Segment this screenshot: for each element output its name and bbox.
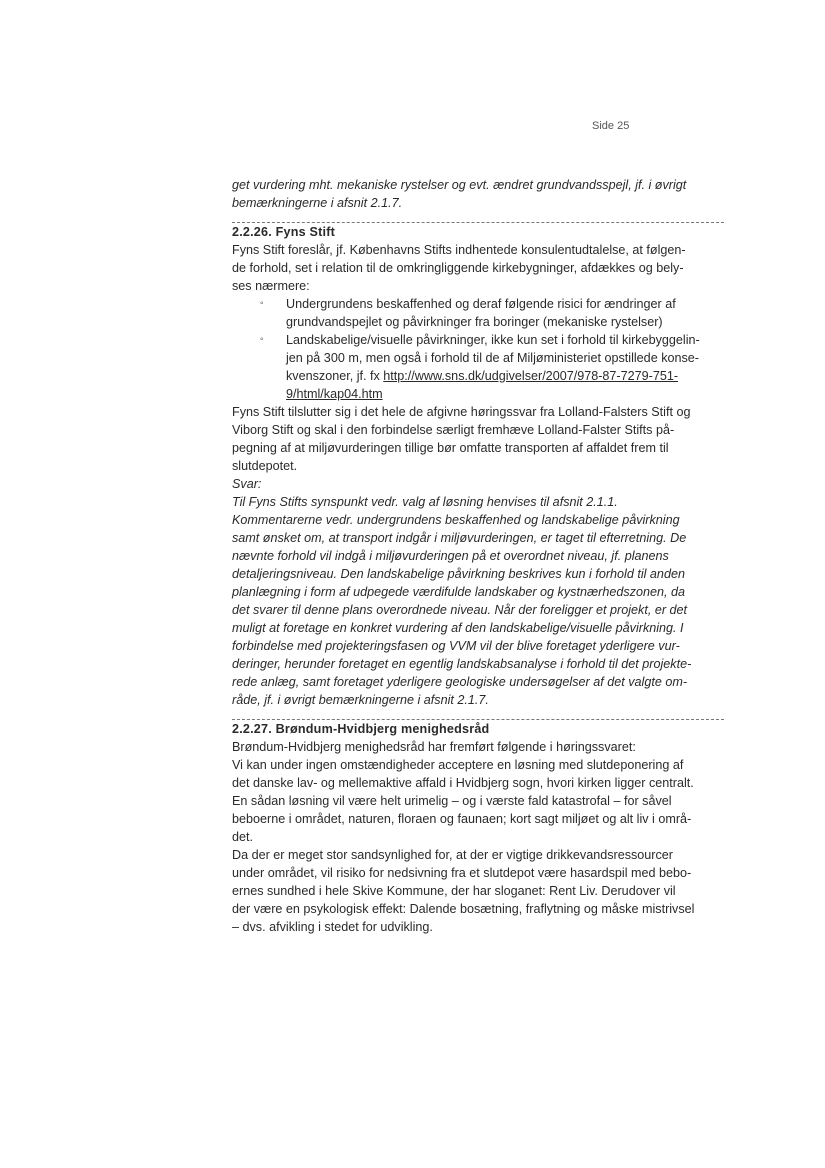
text-line: råde, jf. i øvrigt bemærkningerne i afsnit 2.1.7. bbox=[232, 693, 489, 707]
text-line: Viborg Stift og skal i den forbindelse særligt fremhæve Lolland-Falster Stifts på- bbox=[232, 423, 675, 437]
brondum-paragraph-2 bbox=[232, 792, 724, 846]
bullet-list bbox=[232, 295, 724, 403]
fyns-intro-paragraph bbox=[232, 241, 724, 295]
text-line: rede anlæg, samt foretaget yderligere geologiske undersøgelser af det valgte om- bbox=[232, 675, 688, 689]
text-line: deringer, herunder foretaget en egentlig landskabsanalyse i forhold til det projekte- bbox=[232, 657, 692, 671]
text-line: Til Fyns Stifts synspunkt vedr. valg af løsning henvises til afsnit 2.1.1. bbox=[232, 495, 618, 509]
bullet-icon: ◦ bbox=[260, 298, 264, 309]
sns-link[interactable]: http://www.sns.dk/udgivelser/2007/978-87-7279-751- bbox=[383, 369, 679, 383]
text-line: de forhold, set i relation til de omkringliggende kirkebygninger, afdækkes og bely- bbox=[232, 261, 684, 275]
text-line: det. bbox=[232, 830, 254, 844]
text-line: Undergrundens beskaffenhed og deraf følgende risici for ændringer af bbox=[286, 297, 676, 311]
text-line: – dvs. afvikling i stedet for udvikling. bbox=[232, 920, 433, 934]
comment-paragraph bbox=[232, 511, 724, 709]
text-line: samt ønsket om, at transport indgår i miljøvurderingen, er taget til efterretning. De bbox=[232, 531, 687, 545]
list-item bbox=[260, 331, 724, 403]
text-line: slutdepotet. bbox=[232, 459, 298, 473]
text-line: muligt at foretage en konkret vurdering af den landskabelige/visuelle påvirkning. I bbox=[232, 621, 684, 635]
text-line: det danske lav- og mellemaktive affald i Hvidbjerg sogn, hvori kirken ligger centralt. bbox=[232, 776, 694, 790]
text-line: Brøndum-Hvidbjerg menighedsråd har fremført følgende i høringssvaret: bbox=[232, 740, 636, 754]
text-line: nævnte forhold vil indgå i miljøvurderingen på et overordnet niveau, jf. planens bbox=[232, 549, 669, 563]
continuation-paragraph bbox=[232, 176, 724, 212]
fyns-support-paragraph bbox=[232, 403, 724, 475]
text-line: beboerne i området, naturen, floraen og faunaen; kort sagt miljøet og alt liv i områ- bbox=[232, 812, 692, 826]
section-heading-2-2-27: 2.2.27. Brøndum-Hvidbjerg menighedsråd bbox=[232, 722, 490, 736]
text-line: Fyns Stift foreslår, jf. Københavns Stifts indhentede konsulentudtalelse, at følgen- bbox=[232, 243, 686, 257]
text-line: det svarer til denne plans overordnede niveau. Når der foreligger et projekt, er det bbox=[232, 603, 688, 617]
text-line: bemærkningerne i afsnit 2.1.7. bbox=[232, 196, 403, 210]
text-line: pegning af at miljøvurderingen tillige bør omfatte transporten af affaldet frem til bbox=[232, 441, 669, 455]
text-line: under området, vil risiko for nedsivning fra et slutdepot være hasardspil med bebo- bbox=[232, 866, 692, 880]
text-line: planlægning i form af udpegede værdifulde landskaber og kystnærhedszonen, da bbox=[232, 585, 685, 599]
text-line: Da der er meget stor sandsynlighed for, at der er vigtige drikkevandsressourcer bbox=[232, 848, 673, 862]
page-number: Side 25 bbox=[592, 120, 630, 132]
text-line: ernes sundhed i hele Skive Kommune, der har sloganet: Rent Liv. Derudover vil bbox=[232, 884, 676, 898]
sns-link-continued[interactable]: 9/html/kap04.htm bbox=[286, 387, 383, 401]
text-line: Landskabelige/visuelle påvirkninger, ikke kun set i forhold til kirkebyggelin- bbox=[286, 333, 700, 347]
text-line: ses nærmere: bbox=[232, 279, 310, 293]
text-line: forbindelse med projekteringsfasen og VVM vil der blive foretaget yderligere vur- bbox=[232, 639, 680, 653]
text-line: En sådan løsning vil være helt urimelig – og i værste fald katastrofal – for såvel bbox=[232, 794, 672, 808]
text-line: grundvandspejlet og påvirkninger fra boringer (mekaniske rystelser) bbox=[286, 315, 663, 329]
svar-paragraph bbox=[232, 493, 724, 511]
text-line: Vi kan under ingen omstændigheder acceptere en løsning med slutdeponering af bbox=[232, 758, 684, 772]
list-item bbox=[260, 295, 724, 331]
text-line: jen på 300 m, men også i forhold til de af Miljøministeriet opstillede konse- bbox=[286, 351, 699, 365]
text-line: detaljeringsniveau. Den landskabelige påvirkning beskrives kun i forhold til anden bbox=[232, 567, 685, 581]
brondum-paragraph-3 bbox=[232, 846, 724, 936]
text-line: Kommentarerne vedr. undergrundens beskaffenhed og landskabelige påvirkning bbox=[232, 513, 680, 527]
text-line: Fyns Stift tilslutter sig i det hele de afgivne høringssvar fra Lolland-Falsters Stift og bbox=[232, 405, 691, 419]
section-heading-2-2-26: 2.2.26. Fyns Stift bbox=[232, 225, 335, 239]
brondum-intro-paragraph bbox=[232, 738, 724, 792]
text-line: get vurdering mht. mekaniske rystelser og evt. ændret grundvandsspejl, jf. i øvrigt bbox=[232, 178, 687, 192]
text-line: der være en psykologisk effekt: Dalende bosætning, fraflytning og måske mistrivsel bbox=[232, 902, 695, 916]
svar-label: Svar: bbox=[232, 477, 262, 491]
text-line: kvenszoner, jf. fx bbox=[286, 369, 384, 383]
bullet-icon: ◦ bbox=[260, 334, 264, 345]
document-body bbox=[232, 176, 724, 936]
